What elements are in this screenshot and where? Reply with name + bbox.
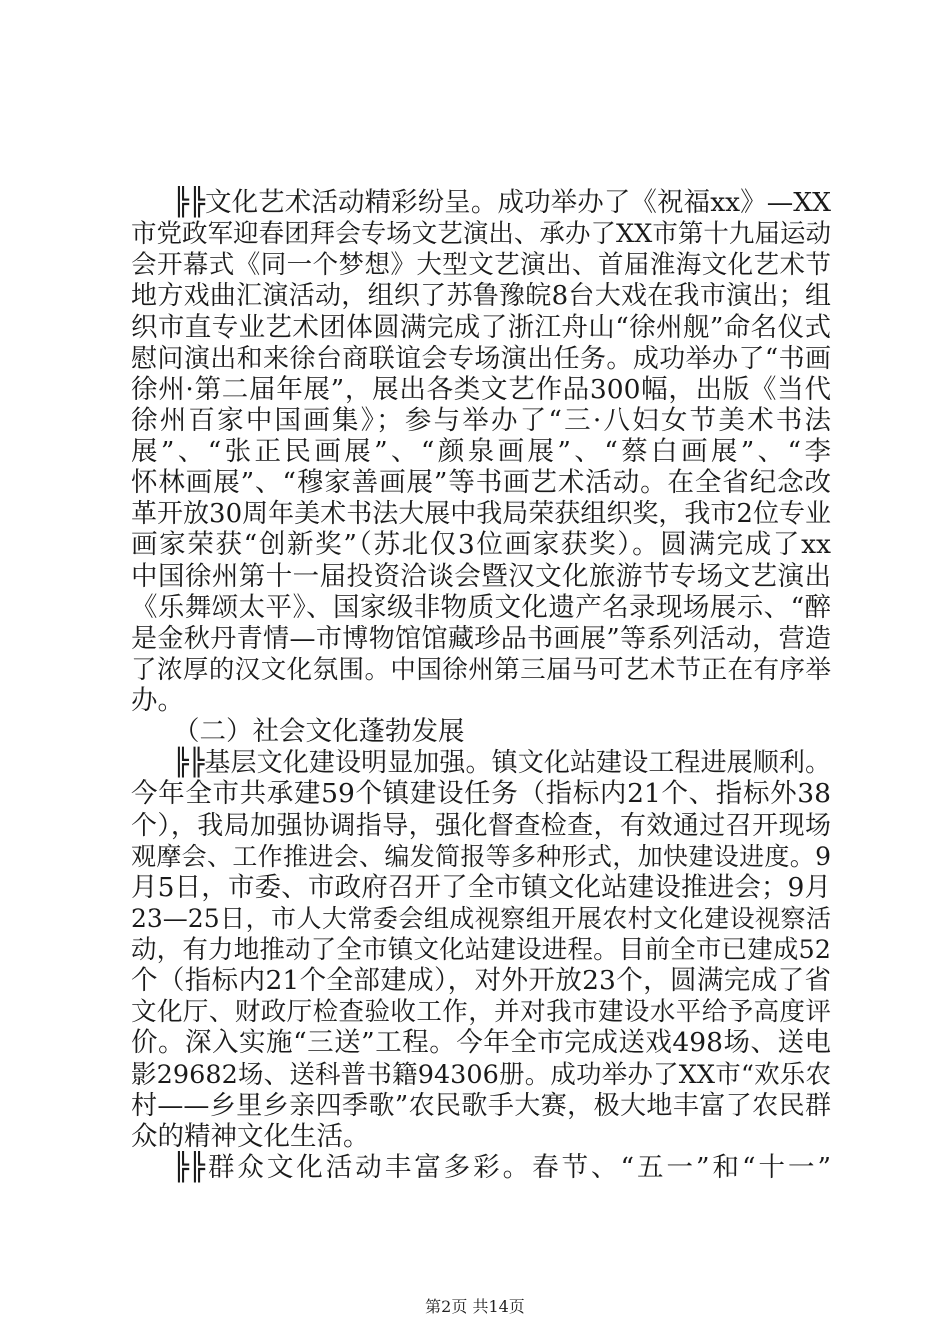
- text-line-25: 动，有力地推动了全市镇文化站建设进程。目前全市已建成52: [131, 935, 831, 965]
- text-line-29: 影29682场、送科普书籍94306册。成功举办了XX市“欢乐农: [131, 1060, 831, 1090]
- text-line-12: 画家荣获“创新奖”（苏北仅3位画家获奖）。圆满完成了xx: [131, 529, 831, 560]
- text-line-27: 文化厅、财政厅检查验收工作，并对我市建设水平给予高度评: [131, 997, 831, 1027]
- text-line-5: 织市直专业艺术团体圆满完成了浙江舟山“徐州舰”命名仪式: [131, 312, 831, 343]
- text-line-11: 革开放30周年美术书法大展中我局荣获组织奖，我市2位专业: [131, 499, 831, 529]
- text-line-26: 个（指标内21个全部建成），对外开放23个，圆满完成了省: [131, 965, 831, 996]
- text-line-19: ╠╠基层文化建设明显加强。镇文化站建设工程进展顺利。: [173, 748, 831, 778]
- text-line-10: 怀林画展”、“穆家善画展”等书画艺术活动。在全省纪念改: [131, 467, 831, 498]
- text-line-8: 徐州百家中国画集》；参与举办了“三·八妇女节美术书法: [131, 405, 831, 436]
- text-line-1: ╠╠文化艺术活动精彩纷呈。成功举办了《祝福xx》—XX: [173, 187, 831, 218]
- text-line-30: 村——乡里乡亲四季歌”农民歌手大赛，极大地丰富了农民群: [131, 1091, 831, 1121]
- text-line-14: 《乐舞颂太平》、国家级非物质文化遗产名录现场展示、“醉: [131, 592, 831, 623]
- text-line-24: 23—25日，市人大常委会组成视察组开展农村文化建设视察活: [131, 904, 831, 933]
- text-line-17: 办。: [131, 685, 184, 716]
- text-line-3: 会开幕式《同一个梦想》大型文艺演出、首届淮海文化艺术节: [131, 250, 831, 280]
- text-line-32: ╠╠群众文化活动丰富多彩。春节、“五一”和“十一”: [173, 1152, 831, 1183]
- text-line-4: 地方戏曲汇演活动，组织了苏鲁豫皖8台大戏在我市演出；组: [131, 281, 831, 311]
- text-line-16: 了浓厚的汉文化氛围。中国徐州第三届马可艺术节正在有序举: [131, 655, 831, 685]
- text-line-7: 徐州·第二届年展”，展出各类文艺作品300幅，出版《当代: [131, 374, 831, 405]
- text-line-21: 个），我局加强协调指导，强化督查检查，有效通过召开现场: [131, 811, 831, 841]
- text-line-15: 是金秋丹青情—市博物馆馆藏珍品书画展”等系列活动，营造: [131, 624, 831, 654]
- text-line-20: 今年全市共承建59个镇建设任务（指标内21个、指标外38: [131, 778, 831, 809]
- text-line-23: 月5日，市委、市政府召开了全市镇文化站建设推进会；9月: [131, 872, 831, 903]
- section-heading: （二）社会文化蓬勃发展: [173, 716, 465, 747]
- page-footer: 第2页 共14页: [425, 1297, 525, 1316]
- text-line-9: 展”、“张正民画展”、“颜泉画展”、“蔡白画展”、“李: [131, 436, 831, 467]
- text-line-6: 慰问演出和来徐台商联谊会专场演出任务。成功举办了“书画: [131, 344, 831, 374]
- text-line-13: 中国徐州第十一届投资洽谈会暨汉文化旅游节专场文艺演出: [131, 561, 831, 592]
- text-line-2: 市党政军迎春团拜会专场文艺演出、承办了XX市第十九届运动: [131, 219, 831, 249]
- text-line-28: 价。深入实施“三送”工程。今年全市完成送戏498场、送电: [131, 1027, 831, 1058]
- text-line-31: 众的精神文化生活。: [131, 1121, 370, 1152]
- text-line-22: 观摩会、工作推进会、编发简报等多种形式，加快建设进度。9: [131, 842, 831, 871]
